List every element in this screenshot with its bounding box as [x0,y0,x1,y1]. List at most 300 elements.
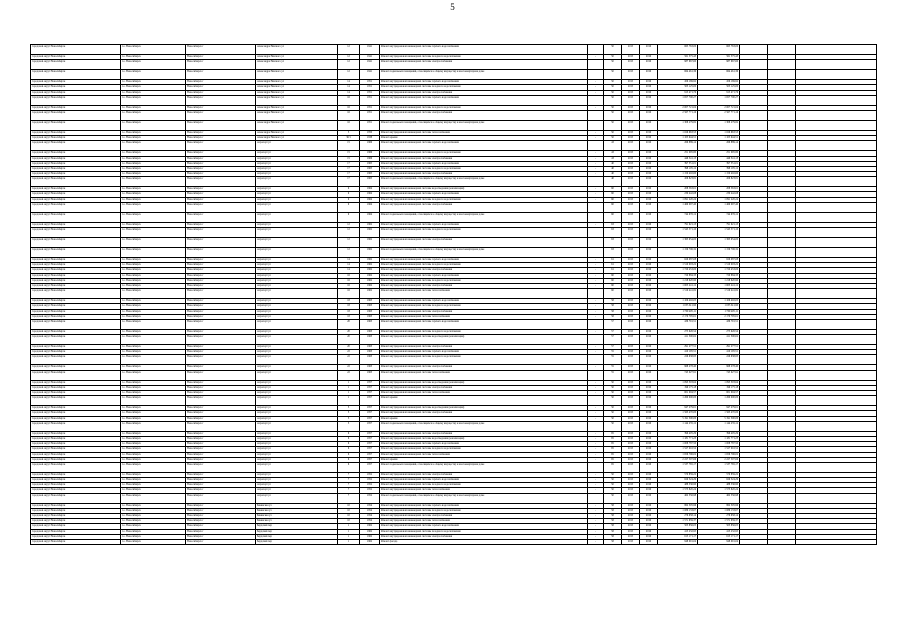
year-cell: 1957 [360,436,380,441]
mark-cell: - [588,472,604,477]
start-year-cell: 2015 [622,273,640,278]
house-cell: 3 [338,406,360,411]
cost-total-cell: 208 563,61 [698,187,740,192]
cost-total-cell: 411 300,62 [698,335,740,345]
wear-cell: 57 [604,329,622,334]
street-cell: Аэропорт ул [256,238,338,248]
house-cell: 5 [338,130,360,135]
house-cell: 6 [338,431,360,436]
house-cell: 22 [338,355,360,365]
mark-cell [588,289,604,299]
wear-cell: 61 [604,263,622,268]
city-cell: Новосибирск г [186,212,256,222]
empty-cell [796,212,877,222]
region-cell: городской округ Новосибирск [31,130,121,135]
year-cell: 1962 [360,222,380,227]
work-type-cell: Ремонт внутридомовой инженерной системы электроснабжения [380,472,588,477]
start-year-cell: 2015 [622,391,640,396]
cost-cell: 1 218 620,90 [658,278,698,283]
cost-cell: 744 976,12 [658,212,698,222]
start-year-cell: 2015 [622,519,640,524]
house-cell: 30/1 [338,136,360,141]
year-cell: 1957 [360,431,380,436]
table-row [31,238,877,248]
cost-cell: 1 008 787,50 [658,442,698,447]
city-cell: Новосибирск г [186,319,256,329]
cost-cell: 2 007 721,04 [658,105,698,110]
house-cell: 6 [338,447,360,452]
cost-cell: 413 232,95 [658,529,698,534]
work-type-cell: Ремонт внутридомовой инженерной системы холодного водоснабжения [380,151,588,156]
work-type-cell: Ремонт внутридомовой инженерной системы электроснабжения [380,60,588,70]
empty-cell [768,355,796,365]
street-cell: Аэропорт ул [256,462,338,472]
cost-cell: 1 527 016,52 [658,447,698,452]
table-row [31,370,877,380]
city-cell: Новосибирск г [186,385,256,390]
start-year-cell: 2015 [622,258,640,263]
region-cell: городской округ Новосибирск [31,483,121,488]
work-type-cell: Ремонт крыши [380,396,588,406]
wear-cell: 57 [604,345,622,350]
street-cell: Аэропорт ул [256,222,338,227]
year-cell: 1965 [360,172,380,177]
mark-cell: - [588,406,604,411]
end-year-cell: 2016 [640,431,658,436]
street-cell: Аэропорт ул [256,202,338,212]
settlement-cell: г.о. Новосибирск [121,156,186,161]
end-year-cell: 2016 [640,156,658,161]
wear-cell: 60 [604,187,622,192]
cost-cell: 1 091 220,24 [658,197,698,202]
region-cell: городской округ Новосибирск [31,452,121,457]
table-row [31,95,877,105]
empty-cell [768,370,796,380]
street-cell: Аэропорт ул [256,457,338,462]
cost-cell: 208 563,61 [658,187,698,192]
year-cell: 1962 [360,263,380,268]
city-cell: Новосибирск г [186,85,256,90]
region-cell: городской округ Новосибирск [31,411,121,416]
end-year-cell: 2016 [640,120,658,130]
mark-cell [588,202,604,212]
work-type-cell: Ремонт подвальных помещений, относящихся к общему имуществу в многоквартирном доме [380,462,588,472]
city-cell: Новосибирск г [186,431,256,436]
city-cell: Новосибирск г [186,483,256,488]
cost-cell: 230 442,08 [658,192,698,197]
street-cell: Аэропорт ул [256,156,338,161]
cost-cell: 251 095,80 [658,151,698,156]
region-cell: городской округ Новосибирск [31,304,121,309]
wear-cell: 50 [604,472,622,477]
house-cell: 9 [338,202,360,212]
empty-cell [768,228,796,238]
city-cell: Новосибирск г [186,421,256,431]
table-row [31,421,877,431]
settlement-cell: г.о. Новосибирск [121,483,186,488]
end-year-cell: 2016 [640,416,658,421]
region-cell: городской округ Новосибирск [31,263,121,268]
cost-cell: 1 106 402,05 [658,299,698,304]
region-cell: городской округ Новосибирск [31,508,121,513]
start-year-cell: 2015 [622,172,640,177]
house-cell: 20 [338,335,360,345]
settlement-cell: г.о. Новосибирск [121,524,186,529]
settlement-cell: г.о. Новосибирск [121,263,186,268]
region-cell: городской округ Новосибирск [31,396,121,406]
empty-cell [740,70,768,80]
settlement-cell: г.о. Новосибирск [121,177,186,187]
settlement-cell: г.о. Новосибирск [121,406,186,411]
empty-cell [740,421,768,431]
end-year-cell: 2016 [640,385,658,390]
street-cell: Аэропорт ул [256,187,338,192]
cost-total-cell: 275 926,54 [698,329,740,334]
street-cell: Аэропорт ул [256,350,338,355]
cost-cell: 1 026 663,53 [658,130,698,135]
empty-cell [740,110,768,120]
region-cell: городской округ Новосибирск [31,141,121,151]
work-type-cell: Ремонт внутридомовой инженерной системы холодного водоснабжения [380,228,588,238]
cost-total-cell: 1 537 765,17 [698,462,740,472]
city-cell: Новосибирск г [186,228,256,238]
city-cell: Новосибирск г [186,447,256,452]
settlement-cell: г.о. Новосибирск [121,268,186,273]
city-cell: Новосибирск г [186,248,256,258]
year-cell: 1966 [360,151,380,156]
end-year-cell: 2016 [640,192,658,197]
region-cell: городской округ Новосибирск [31,212,121,222]
house-cell: 6 [338,457,360,462]
end-year-cell: 2016 [640,442,658,447]
cost-total-cell: 1 573 820,24 [698,488,740,493]
mark-cell: - [588,385,604,390]
cost-cell: 1 093 303,64 [658,380,698,385]
house-cell: 6 [338,442,360,447]
empty-cell [768,238,796,248]
settlement-cell: г.о. Новосибирск [121,391,186,396]
street-cell: Аэропорт ул [256,151,338,156]
wear-cell: 50 [604,488,622,493]
mark-cell: - [588,192,604,197]
cost-cell: 5 191 300,00 [658,416,698,421]
cost-total-cell: 1 469 097,40 [698,202,740,212]
work-type-cell: Ремонт внутридомовой инженерной системы горячего водоснабжения [380,161,588,166]
work-type-cell: Ремонт подвальных помещений, относящихся к общему имуществу в многоквартирном доме [380,212,588,222]
wear-cell: 50 [604,80,622,85]
table-row [31,60,877,70]
start-year-cell: 2015 [622,141,640,151]
house-cell: 7 [338,488,360,493]
street-cell: Аэропорт ул [256,258,338,263]
year-cell: 1941 [360,45,380,55]
settlement-cell: г.о. Новосибирск [121,151,186,156]
work-type-cell: Ремонт внутридомовой инженерной системы теплоснабжения [380,130,588,135]
settlement-cell: г.о. Новосибирск [121,534,186,539]
city-cell: Новосибирск г [186,258,256,263]
end-year-cell: 2016 [640,212,658,222]
mark-cell: - [588,197,604,202]
region-cell: городской округ Новосибирск [31,120,121,130]
settlement-cell: г.о. Новосибирск [121,192,186,197]
settlement-cell: г.о. Новосибирск [121,503,186,508]
start-year-cell: 2015 [622,524,640,529]
cost-cell: 2 170 795,61 [658,314,698,319]
city-cell: Новосибирск г [186,278,256,283]
mark-cell [588,335,604,345]
wear-cell: 63 [604,238,622,248]
end-year-cell: 2016 [640,411,658,416]
region-cell: городской округ Новосибирск [31,45,121,55]
wear-cell: 43 [604,141,622,151]
city-cell: Новосибирск г [186,283,256,288]
cost-total-cell: 1 563 470,00 [698,411,740,416]
street-cell: Бакинская ул [256,508,338,513]
region-cell: городской округ Новосибирск [31,202,121,212]
city-cell: Новосибирск г [186,478,256,483]
settlement-cell: г.о. Новосибирск [121,248,186,258]
city-cell: Новосибирск г [186,304,256,309]
settlement-cell: г.о. Новосибирск [121,442,186,447]
street-cell: Александра Невского ул [256,136,338,141]
city-cell: Новосибирск г [186,442,256,447]
cost-total-cell: 615 171,17 [698,534,740,539]
year-cell: 1952 [360,472,380,477]
region-cell: городской округ Новосибирск [31,421,121,431]
cost-cell: 1 656 796,02 [658,452,698,457]
cost-cell: 1 720 453,00 [658,268,698,273]
house-cell: 1 [338,396,360,406]
work-type-cell: Ремонт внутридомовой инженерной системы горячего водоснабжения [380,273,588,278]
year-cell: 1952 [360,493,380,503]
wear-cell: 57 [604,319,622,329]
start-year-cell: 2015 [622,355,640,365]
city-cell: Новосибирск г [186,370,256,380]
street-cell: Аэропорт ул [256,141,338,151]
wear-cell: 55 [604,370,622,380]
end-year-cell: 2016 [640,350,658,355]
start-year-cell: 2015 [622,406,640,411]
work-type-cell: Ремонт внутридомовой инженерной системы электроснабжения [380,156,588,161]
cost-cell: 664 461,36 [658,70,698,80]
settlement-cell: г.о. Новосибирск [121,529,186,534]
end-year-cell: 2016 [640,166,658,171]
wear-cell: 55 [604,355,622,365]
start-year-cell: 2015 [622,80,640,85]
region-cell: городской округ Новосибирск [31,524,121,529]
year-cell: 1957 [360,406,380,411]
end-year-cell: 2016 [640,421,658,431]
cost-total-cell: 948 091,04 [698,539,740,544]
start-year-cell: 2015 [622,472,640,477]
work-type-cell: Ремонт внутридомовой инженерной системы холодного водоснабжения [380,263,588,268]
wear-cell: 58 [604,529,622,534]
cost-cell: 665 763,00 [658,45,698,55]
end-year-cell: 2016 [640,447,658,452]
region-cell: городской округ Новосибирск [31,365,121,370]
house-cell: 6 [338,452,360,457]
work-type-cell: Ремонт внутридомовой инженерной системы холодного водоснабжения [380,166,588,171]
start-year-cell: 2015 [622,136,640,141]
wear-cell: 50 [604,95,622,105]
cost-total-cell: 2 007 721,04 [698,105,740,110]
year-cell: 1963 [360,335,380,345]
work-type-cell: Ремонт внутридомовой инженерной системы горячего водоснабжения [380,442,588,447]
year-cell: 1962 [360,238,380,248]
cost-cell: 1 563 470,00 [658,411,698,416]
work-type-cell: Ремонт внутридомовой инженерной системы горячего водоснабжения [380,299,588,304]
cost-cell: 570 859,22 [658,472,698,477]
region-cell: городской округ Новосибирск [31,222,121,227]
empty-cell [740,248,768,258]
street-cell: Аэропорт ул [256,452,338,457]
year-cell: 1957 [360,411,380,416]
year-cell: 1966 [360,141,380,151]
start-year-cell: 2015 [622,319,640,329]
start-year-cell: 2015 [622,309,640,314]
settlement-cell: г.о. Новосибирск [121,370,186,380]
settlement-cell: г.о. Новосибирск [121,457,186,462]
cost-cell: 1 545 571,10 [658,228,698,238]
house-cell: 9 [338,212,360,222]
region-cell: городской округ Новосибирск [31,136,121,141]
city-cell: Новосибирск г [186,472,256,477]
start-year-cell: 2015 [622,248,640,258]
work-type-cell: Ремонт внутридомовой инженерной системы холодного водоснабжения [380,355,588,365]
street-cell: Аэропорт ул [256,268,338,273]
end-year-cell: 2016 [640,258,658,263]
city-cell: Новосибирск г [186,202,256,212]
end-year-cell: 2016 [640,396,658,406]
city-cell: Новосибирск г [186,314,256,319]
region-cell: городской округ Новосибирск [31,85,121,90]
year-cell: 1963 [360,299,380,304]
cost-cell: 1 519 441,82 [658,289,698,299]
house-cell: 10 [338,508,360,513]
work-type-cell: Ремонт подвальных помещений, относящихся к общему имуществу в многоквартирном доме [380,177,588,187]
year-cell: 1950 [360,130,380,135]
work-type-cell: Ремонт внутридомовой инженерной системы холодного водоснабжения [380,85,588,90]
street-cell: Аэропорт ул [256,478,338,483]
wear-cell: 43 [604,156,622,161]
cost-cell: 1 260 000,00 [658,396,698,406]
city-cell: Новосибирск г [186,80,256,85]
work-type-cell: Ремонт внутридомовой инженерной системы водоотведения (канализации) [380,187,588,192]
mark-cell: - [588,488,604,493]
end-year-cell: 2016 [640,130,658,135]
mark-cell [588,45,604,55]
house-cell: 16 [338,273,360,278]
region-cell: городской округ Новосибирск [31,457,121,462]
wear-cell: 50 [604,90,622,95]
region-cell: городской округ Новосибирск [31,436,121,441]
wear-cell: 60 [604,202,622,212]
house-cell: 7 [338,472,360,477]
table-row [31,319,877,329]
year-cell: 1962 [360,278,380,283]
empty-cell [768,335,796,345]
table-row [31,396,877,406]
empty-cell [740,60,768,70]
year-cell: 1962 [360,248,380,258]
city-cell: Новосибирск г [186,197,256,202]
work-type-cell: Ремонт внутридомовой инженерной системы электроснабжения [380,309,588,314]
year-cell: 1957 [360,421,380,431]
wear-cell: 55 [604,365,622,370]
city-cell: Новосибирск г [186,141,256,151]
cost-cell: 1 308 279,82 [658,120,698,130]
city-cell: Новосибирск г [186,268,256,273]
city-cell: Новосибирск г [186,263,256,268]
year-cell: 1954 [360,508,380,513]
region-cell: городской округ Новосибирск [31,503,121,508]
year-cell: 1962 [360,273,380,278]
mark-cell: - [588,299,604,304]
city-cell: Новосибирск г [186,273,256,278]
region-cell: городской округ Новосибирск [31,319,121,329]
house-cell: 1 [338,380,360,385]
work-type-cell: Ремонт внутридомовой инженерной системы электроснабжения [380,283,588,288]
work-type-cell: Ремонт внутридомовой инженерной системы водоотведения (канализации) [380,406,588,411]
city-cell: Новосибирск г [186,529,256,534]
region-cell: городской округ Новосибирск [31,447,121,452]
settlement-cell: г.о. Новосибирск [121,289,186,299]
cost-total-cell: 230 442,08 [698,192,740,197]
work-type-cell: Ремонт внутридомовой инженерной системы холодного водоснабжения [380,529,588,534]
region-cell: городской округ Новосибирск [31,258,121,263]
cost-total-cell: 2 227 507,66 [698,457,740,462]
empty-cell [796,70,877,80]
mark-cell: - [588,442,604,447]
start-year-cell: 2015 [622,329,640,334]
year-cell: 1963 [360,329,380,334]
street-cell: Аэропорт ул [256,197,338,202]
settlement-cell: г.о. Новосибирск [121,228,186,238]
empty-cell [796,45,877,55]
mark-cell [588,228,604,238]
empty-cell [768,289,796,299]
work-type-cell: Ремонт внутридомовой инженерной системы электроснабжения [380,172,588,177]
end-year-cell: 2016 [640,90,658,95]
start-year-cell: 2015 [622,431,640,436]
house-cell: 17 [338,161,360,166]
cost-cell: 1 469 097,40 [658,202,698,212]
end-year-cell: 2016 [640,524,658,529]
start-year-cell: 2015 [622,299,640,304]
year-cell: 1951 [360,85,380,90]
settlement-cell: г.о. Новосибирск [121,85,186,90]
city-cell: Новосибирск г [186,462,256,472]
mark-cell: - [588,273,604,278]
street-cell: Александра Невского ул [256,60,338,70]
work-type-cell: Ремонт внутридомовой инженерной системы электроснабжения [380,110,588,120]
cost-total-cell: 462 356,98 [698,493,740,503]
start-year-cell: 2015 [622,278,640,283]
mark-cell: - [588,436,604,441]
empty-cell [740,228,768,238]
cost-cell: 720 884,33 [658,273,698,278]
cost-total-cell: 503 125,00 [698,85,740,90]
mark-cell: - [588,268,604,273]
settlement-cell: г.о. Новосибирск [121,197,186,202]
cost-total-cell: 199 175,18 [698,385,740,390]
start-year-cell: 2015 [622,539,640,544]
year-cell: 1957 [360,447,380,452]
city-cell: Новосибирск г [186,503,256,508]
wear-cell: 50 [604,105,622,110]
house-cell: 22 [338,365,360,370]
house-cell: 16 [338,120,360,130]
